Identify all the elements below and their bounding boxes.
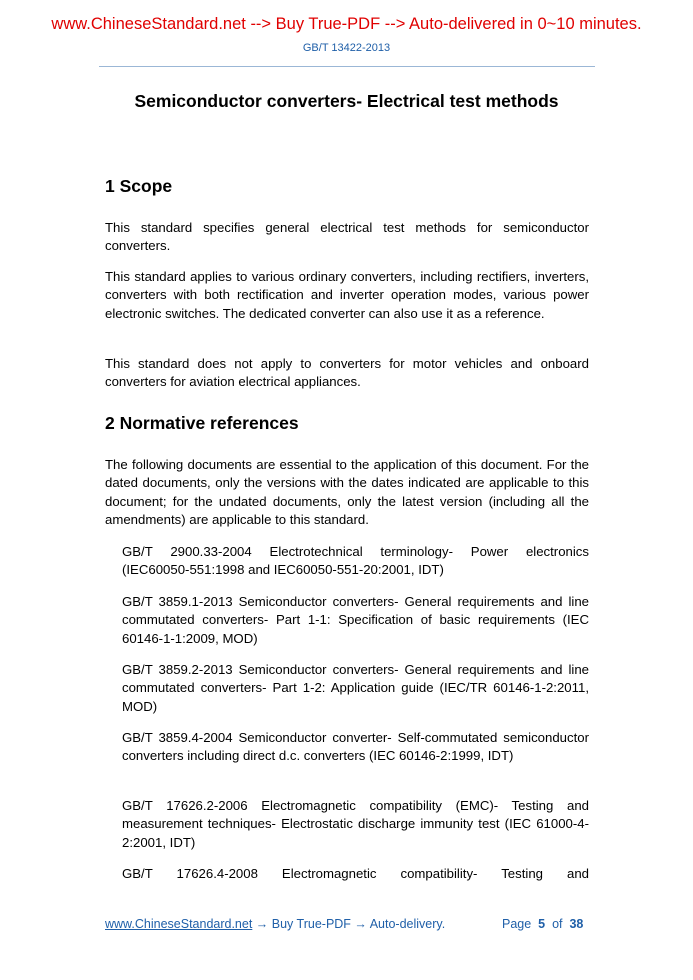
footer-site-link[interactable]: www.ChineseStandard.net [105, 917, 253, 931]
header-divider [99, 66, 595, 67]
section-heading-scope: 1 Scope [105, 176, 173, 196]
reference-item: GB/T 3859.4-2004 Semiconductor converter- Self-commutated semiconductor converters including direct d.c. converters (IEC 60146-2:1999, IDT) [122, 730, 589, 764]
reference-item: GB/T 2900.33-2004 Electrotechnical terminology- Power electronics (IEC60050-551:1998 and IEC60050-551-20:2001, IDT) [122, 544, 589, 578]
section-heading-normative-references: 2 Normative references [105, 413, 299, 433]
standard-code: GB/T 13422-2013 [302, 42, 391, 54]
references-intro: The following documents are essential to the application of this document. For the dated documents, only the versions with the dates indicated are applicable to this document; for the undated documents, only the latest version (including all the amendments) are applicable to this standard. [105, 457, 589, 527]
page-label: Page [502, 917, 532, 931]
scope-paragraph-1: This standard specifies general electrical test methods for semiconductor converters. [105, 220, 589, 254]
page-number: 5 [538, 917, 546, 931]
total-pages: 38 [569, 917, 584, 931]
footer-promo [105, 917, 445, 931]
document-title: Semiconductor converters- Electrical test methods [134, 91, 559, 111]
reference-item: GB/T 17626.2-2006 Electromagnetic compatibility (EMC)- Testing and measurement techniques- Electrostatic discharge immunity test (IEC 61000-4-2:2001, IDT) [122, 798, 589, 850]
reference-item: GB/T 17626.4-2008 Electromagnetic compatibility- Testing and [122, 866, 589, 881]
footer-promo-suffix: → Buy True-PDF → Auto-delivery. [252, 917, 446, 931]
of-label: of [552, 917, 563, 931]
scope-paragraph-3: This standard does not apply to converters for motor vehicles and onboard converters for aviation electrical appliances. [105, 356, 589, 390]
promo-banner: www.ChineseStandard.net --> Buy True-PDF --> Auto-delivered in 0~10 minutes. [51, 15, 642, 33]
reference-item: GB/T 3859.2-2013 Semiconductor converters- General requirements and line commutated converters- Part 1-2: Application guide (IEC/TR 60146-1-2:2011, MOD) [122, 662, 589, 714]
page-indicator [502, 917, 583, 931]
reference-item: GB/T 3859.1-2013 Semiconductor converters- General requirements and line commutated converters- Part 1-1: Specification of basic requirements (IEC 60146-1-1:2009, MOD) [122, 594, 589, 646]
scope-paragraph-2: This standard applies to various ordinary converters, including rectifiers, inverters, converters with both rectification and inverter operation modes, various power electronic switches. The dedicated converter can also use it as a reference. [105, 269, 589, 321]
